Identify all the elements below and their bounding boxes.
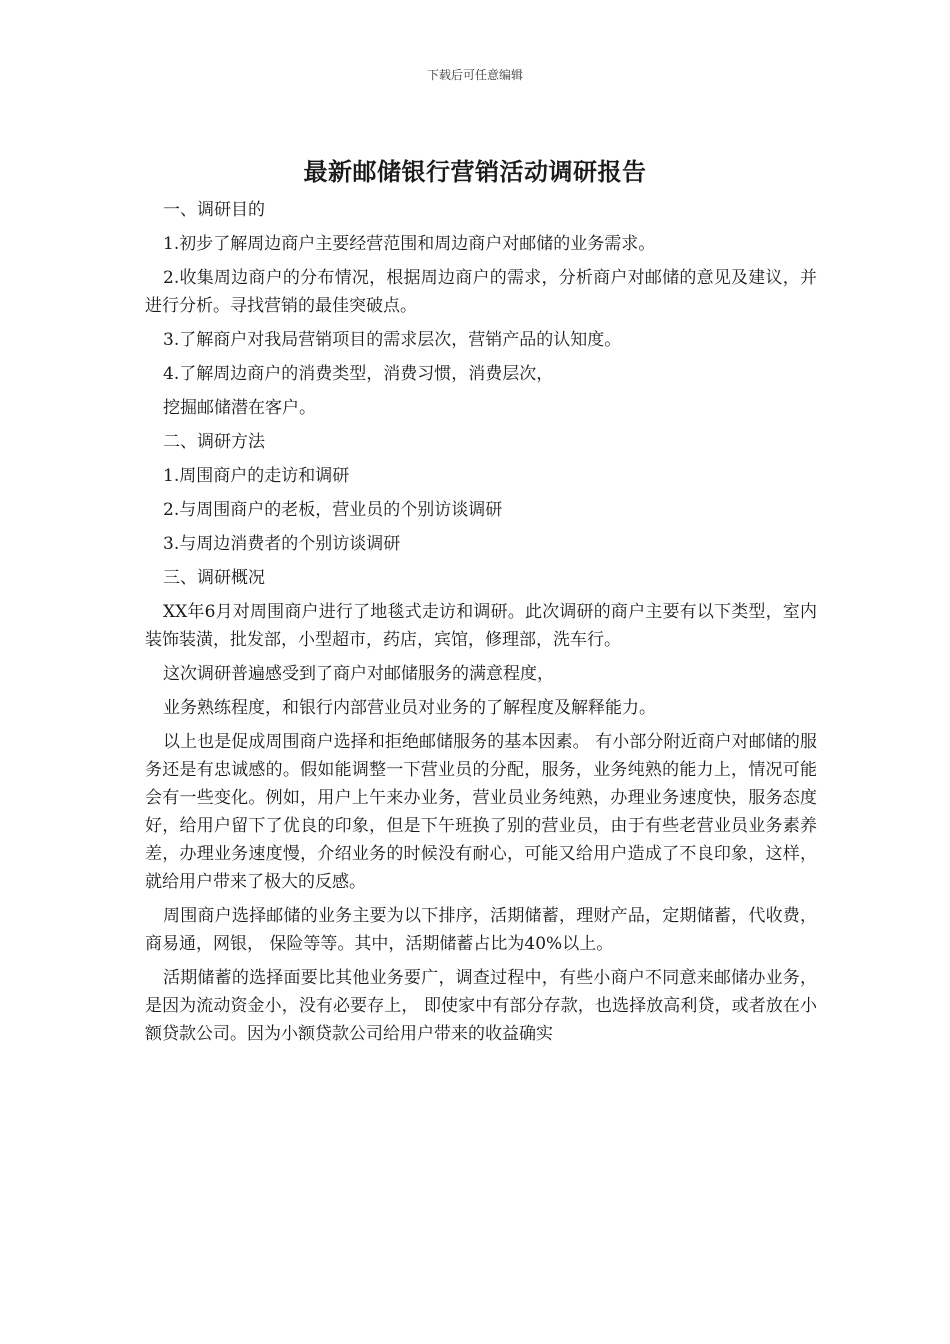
paragraph: 2.与周围商户的老板，营业员的个别访谈调研 [163, 500, 503, 520]
paragraph: 4.了解周边商户的消费类型，消费习惯，消费层次， [163, 364, 554, 384]
header-note: 下载后可任意编辑 [426, 68, 523, 82]
paragraph: 挖掘邮储潜在客户。 [163, 398, 316, 418]
paragraph: 1.周围商户的走访和调研 [163, 466, 350, 486]
paragraph: 业务熟练程度，和银行内部营业员对业务的了解程度及解释能力。 [163, 698, 656, 718]
document-body [145, 196, 817, 1054]
paragraph: 3.了解商户对我局营销项目的需求层次，营销产品的认知度。 [163, 330, 622, 350]
paragraph: 三、调研概况 [163, 568, 265, 588]
paragraph: 周围商户选择邮储的业务主要为以下排序，活期储蓄，理财产品，定期储蓄，代收费，商易通，网银， 保险等等。其中，活期储蓄占比为40%以上。 [145, 906, 817, 954]
paragraph: 这次调研普遍感受到了商户对邮储服务的满意程度， [163, 664, 554, 684]
paragraph: 一、调研目的 [163, 200, 265, 220]
paragraph: 3.与周边消费者的个别访谈调研 [163, 534, 401, 554]
paragraph: XX年6月对周围商户进行了地毯式走访和调研。此次调研的商户主要有以下类型，室内装饰装潢，批发部，小型超市，药店，宾馆，修理部，洗车行。 [145, 602, 817, 650]
paragraph: 2.收集周边商户的分布情况，根据周边商户的需求，分析商户对邮储的意见及建议，并进行分析。寻找营销的最佳突破点。 [145, 268, 817, 316]
paragraph: 1.初步了解周边商户主要经营范围和周边商户对邮储的业务需求。 [163, 234, 656, 254]
paragraph: 二、调研方法 [163, 432, 265, 452]
document-title: 最新邮储银行营销活动调研报告 [303, 157, 647, 186]
paragraph: 以上也是促成周围商户选择和拒绝邮储服务的基本因素。 有小部分附近商户对邮储的服务还是有忠诚感的。假如能调整一下营业员的分配，服务，业务纯熟的能力上，情况可能会有一些变化。例如，用户上午来办业务，营业员业务纯熟，办理业务速度快，服务态度好，给用户留下了优良的印象，但是下午班换了别的营业员，由于有些老营业员业务素养差，办理业务速度慢，介绍业务的时候没有耐心，可能又给用户造成了不良印象，这样，就给用户带来了极大的反感。 [145, 732, 817, 892]
paragraph: 活期储蓄的选择面要比其他业务要广，调查过程中，有些小商户不同意来邮储办业务，是因为流动资金小，没有必要存上， 即使家中有部分存款，也选择放高利贷，或者放在小额贷款公司。因为小额贷款公司给用户带来的收益确实 [145, 968, 817, 1044]
